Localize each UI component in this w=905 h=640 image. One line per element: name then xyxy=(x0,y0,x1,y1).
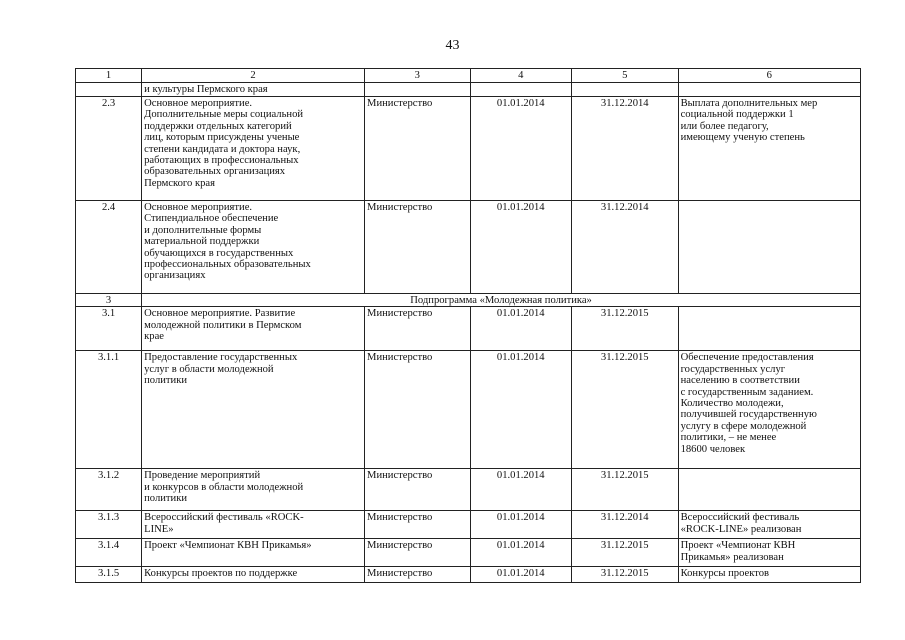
continuation-row xyxy=(76,83,861,97)
row-start-date: 01.01.2014 xyxy=(470,567,571,583)
empty-cell xyxy=(571,83,678,97)
empty-cell xyxy=(365,83,471,97)
row-end-date: 31.12.2015 xyxy=(571,567,678,583)
row-end-date: 31.12.2014 xyxy=(571,511,678,539)
table-row xyxy=(76,351,861,469)
row-end-date: 31.12.2014 xyxy=(571,97,678,201)
header-cell-4: 4 xyxy=(470,69,571,83)
table-row xyxy=(76,539,861,567)
row-start-date: 01.01.2014 xyxy=(470,307,571,351)
section-row xyxy=(76,294,861,307)
empty-cell xyxy=(678,83,860,97)
row-executor: Министерство xyxy=(365,201,471,294)
row-number: 3.1.1 xyxy=(76,351,142,469)
row-result xyxy=(678,201,860,294)
header-cell-3: 3 xyxy=(365,69,471,83)
row-executor: Министерство xyxy=(365,469,471,511)
header-cell-5: 5 xyxy=(571,69,678,83)
row-number: 3.1.2 xyxy=(76,469,142,511)
program-table xyxy=(75,68,861,583)
row-name: Проект «Чемпионат КВН Прикамья» xyxy=(142,539,365,567)
row-start-date: 01.01.2014 xyxy=(470,539,571,567)
row-executor: Министерство xyxy=(365,351,471,469)
header-cell-6: 6 xyxy=(678,69,860,83)
row-number: 3.1 xyxy=(76,307,142,351)
row-executor: Министерство xyxy=(365,97,471,201)
row-executor: Министерство xyxy=(365,539,471,567)
row-result: Всероссийский фестиваль «ROCK-LINE» реализован xyxy=(678,511,860,539)
row-executor: Министерство xyxy=(365,511,471,539)
row-name: Основное мероприятие. Развитие молодежной политики в Пермском крае xyxy=(142,307,365,351)
row-end-date: 31.12.2014 xyxy=(571,201,678,294)
row-number: 3.1.5 xyxy=(76,567,142,583)
row-result: Обеспечение предоставления государственных услуг населению в соответствии с государственным заданием. Количество молодежи, получившей государственную услугу в сфере молодежной политики, – не менее 18600 человек xyxy=(678,351,860,469)
section-title: Подпрограмма «Молодежная политика» xyxy=(142,294,861,307)
row-number: 2.4 xyxy=(76,201,142,294)
row-name: Всероссийский фестиваль «ROCK- LINE» xyxy=(142,511,365,539)
row-executor: Министерство xyxy=(365,567,471,583)
row-start-date: 01.01.2014 xyxy=(470,97,571,201)
row-start-date: 01.01.2014 xyxy=(470,351,571,469)
row-result xyxy=(678,469,860,511)
row-number: 2.3 xyxy=(76,97,142,201)
row-name: Основное мероприятие. Стипендиальное обеспечение и дополнительные формы материальной поддержки обучающихся в государственных профессиональных образовательных организациях xyxy=(142,201,365,294)
row-executor: Министерство xyxy=(365,307,471,351)
header-cell-2: 2 xyxy=(142,69,365,83)
row-result: Выплата дополнительных мер социальной поддержки 1 или более педагогу, имеющему ученую степень xyxy=(678,97,860,201)
row-end-date: 31.12.2015 xyxy=(571,351,678,469)
row-name: Конкурсы проектов по поддержке xyxy=(142,567,365,583)
row-start-date: 01.01.2014 xyxy=(470,201,571,294)
table-row xyxy=(76,307,861,351)
table-row xyxy=(76,469,861,511)
row-name: Проведение мероприятий и конкурсов в области молодежной политики xyxy=(142,469,365,511)
row-name: Основное мероприятие. Дополнительные меры социальной поддержки отдельных категорий лиц, которым присуждены ученые степени кандидата и доктора наук, работающих в профессиональных образовательных организациях Пермского края xyxy=(142,97,365,201)
row-name: Предоставление государственных услуг в области молодежной политики xyxy=(142,351,365,469)
header-row xyxy=(76,69,861,83)
continuation-num xyxy=(76,83,142,97)
row-start-date: 01.01.2014 xyxy=(470,511,571,539)
row-end-date: 31.12.2015 xyxy=(571,469,678,511)
empty-cell xyxy=(470,83,571,97)
row-end-date: 31.12.2015 xyxy=(571,307,678,351)
table-row xyxy=(76,97,861,201)
row-end-date: 31.12.2015 xyxy=(571,539,678,567)
row-result: Конкурсы проектов xyxy=(678,567,860,583)
header-cell-1: 1 xyxy=(76,69,142,83)
table-row xyxy=(76,567,861,583)
section-number: 3 xyxy=(76,294,142,307)
continuation-text: и культуры Пермского края xyxy=(142,83,365,97)
row-result xyxy=(678,307,860,351)
table-row xyxy=(76,511,861,539)
page-number: 43 xyxy=(445,38,460,53)
row-result: Проект «Чемпионат КВН Прикамья» реализован xyxy=(678,539,860,567)
table-row xyxy=(76,201,861,294)
row-number: 3.1.3 xyxy=(76,511,142,539)
row-number: 3.1.4 xyxy=(76,539,142,567)
row-start-date: 01.01.2014 xyxy=(470,469,571,511)
